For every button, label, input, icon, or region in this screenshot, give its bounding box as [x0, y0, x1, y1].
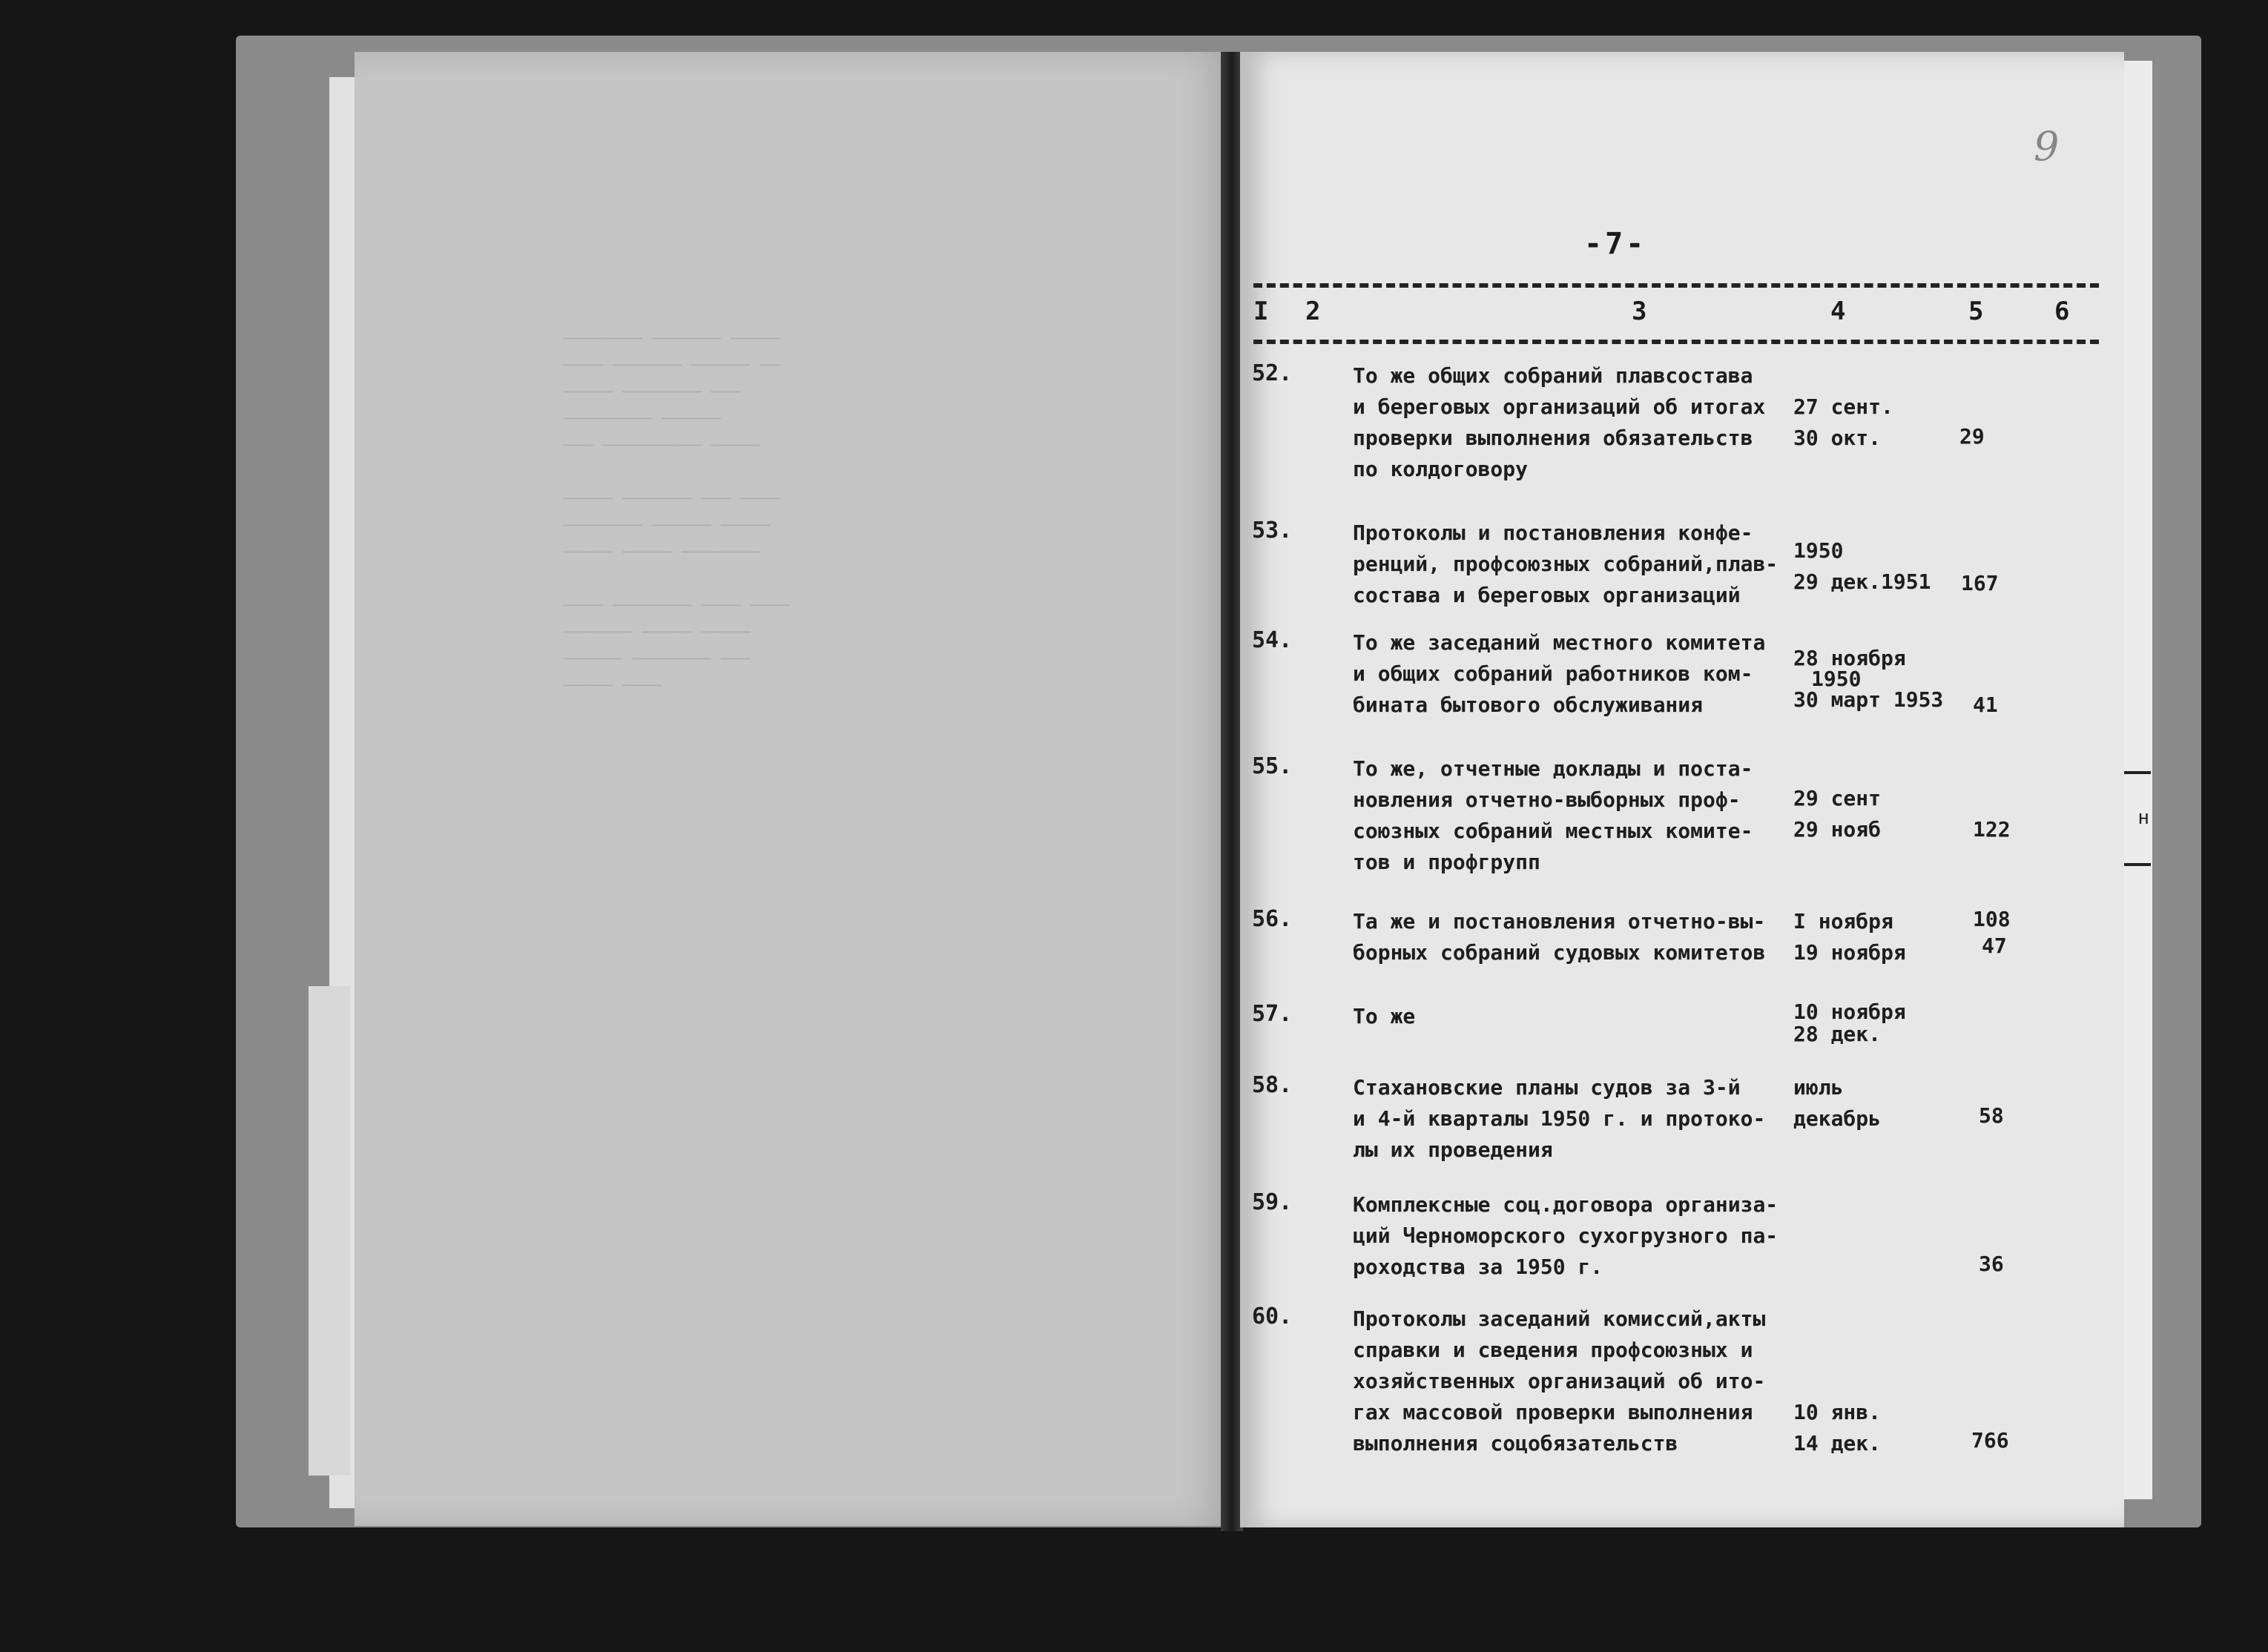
- title-line: То же, отчетные доклады и поста-: [1353, 756, 1753, 781]
- col-header-3: 3: [1632, 297, 1647, 326]
- col-header-1: I: [1253, 297, 1269, 326]
- sheet-count-value: 108: [1973, 907, 2011, 931]
- col-header-4: 4: [1830, 297, 1846, 326]
- date-end: 30 март 1953: [1793, 687, 1944, 712]
- left-page: [355, 52, 1230, 1526]
- entry-dates: [1793, 648, 1957, 710]
- title-line: тов и профгрупп: [1353, 850, 1540, 874]
- title-line: выполнения соцобязательств: [1353, 1431, 1678, 1456]
- header-rule-bottom: [1253, 340, 2099, 344]
- entry-title: [1353, 518, 1798, 611]
- title-line: Протоколы заседаний комиссий,акты: [1353, 1306, 1766, 1331]
- entry-title: [1353, 753, 1798, 878]
- header-rule-top: [1253, 283, 2099, 288]
- date-end: 28 дек.: [1793, 1022, 1882, 1046]
- entry-title: [1353, 1189, 1798, 1283]
- date-end: 19 ноября: [1793, 940, 1906, 965]
- col-header-2: 2: [1305, 297, 1321, 326]
- entry-title: [1353, 1304, 1798, 1459]
- date-start: 28 ноября: [1793, 646, 1906, 670]
- entry-number: 57.: [1252, 1001, 1293, 1027]
- sheet-count: 58: [1979, 1103, 2004, 1128]
- title-line: новления отчетно-выборных проф-: [1353, 787, 1741, 812]
- date-end: 14 дек.: [1793, 1431, 1882, 1456]
- title-line: То же общих собраний плавсостава: [1353, 363, 1753, 388]
- entry-title: [1353, 360, 1798, 485]
- col-header-5: 5: [1968, 297, 1984, 326]
- pencil-folio-number: 9: [2034, 123, 2060, 170]
- side-tab-letter: н: [2137, 807, 2149, 829]
- title-line: и общих собраний работников ком-: [1353, 661, 1753, 686]
- date-start: 1950: [1793, 538, 1844, 563]
- entry-number: 52.: [1252, 360, 1293, 386]
- sheet-count: 36: [1979, 1252, 2004, 1276]
- col-header-6: 6: [2054, 297, 2070, 326]
- date-start: I ноября: [1793, 909, 1893, 934]
- entry-number: 54.: [1252, 627, 1293, 653]
- date-end: 29 нояб: [1793, 817, 1882, 842]
- date-start: 27 сент.: [1793, 394, 1893, 419]
- date-end: декабрь: [1793, 1106, 1882, 1131]
- entry-dates: [1793, 391, 1957, 454]
- title-line: То же заседаний местного комитета: [1353, 630, 1766, 655]
- entry-number: 56.: [1252, 906, 1293, 932]
- date-start: 29 сент: [1793, 786, 1882, 810]
- bleed-through-text: ──────── ─────── ───── ──── ─────── ────── ── ───── ──────── ─── ───────── ────── ─── ────────── ───── ───── ─────── ─── ──── ──────── ────── ───── ───── ───── ──────── ──── ──────── ──── ──── ─────── ───── ───── ────── ──────── ─── ───── ────: [564, 330, 790, 696]
- sheet-count: 766: [1971, 1428, 2009, 1453]
- title-line: борных собраний судовых комитетов: [1353, 940, 1766, 965]
- entry-title: [1353, 906, 1798, 968]
- entry-title: [1353, 1001, 1798, 1032]
- sheet-count-value: 47: [1982, 934, 2007, 958]
- title-line: Стахановские планы судов за 3-й: [1353, 1075, 1741, 1100]
- sheet-count: 122: [1973, 817, 2011, 842]
- title-line: бината бытового обслуживания: [1353, 693, 1704, 717]
- sheet-count: 41: [1973, 693, 1998, 717]
- title-line: ренций, профсоюзных собраний,плав-: [1353, 552, 1779, 576]
- title-line: справки и сведения профсоюзных и: [1353, 1338, 1753, 1362]
- page-number: -7-: [1584, 227, 1647, 261]
- entry-number: 59.: [1252, 1189, 1293, 1215]
- entry-dates: [1793, 1001, 1957, 1045]
- entry-dates: [1793, 535, 1957, 598]
- date-end: 29 дек.1951: [1793, 569, 1931, 594]
- torn-page-edge: [309, 986, 350, 1476]
- title-line: гах массовой проверки выполнения: [1353, 1400, 1753, 1424]
- title-line: То же: [1353, 1004, 1416, 1028]
- title-line: Та же и постановления отчетно-вы-: [1353, 909, 1766, 934]
- entry-number: 55.: [1252, 753, 1293, 779]
- entry-dates: [1793, 783, 1957, 845]
- title-line: ций Черноморского сухогрузного па-: [1353, 1223, 1779, 1248]
- entry-dates: [1793, 906, 1957, 968]
- title-line: по колдоговору: [1353, 457, 1529, 481]
- sheet-count: [1973, 906, 2011, 959]
- sheet-count: 29: [1959, 424, 1985, 449]
- entry-number: 60.: [1252, 1304, 1293, 1329]
- entry-dates: [1793, 1397, 1957, 1459]
- date-start: 10 янв.: [1793, 1400, 1882, 1424]
- entry-number: 53.: [1252, 518, 1293, 543]
- title-line: проверки выполнения обязательств: [1353, 426, 1753, 450]
- entry-dates: [1793, 1072, 1957, 1134]
- title-line: и береговых организаций об итогах: [1353, 394, 1766, 419]
- title-line: состава и береговых организаций: [1353, 583, 1741, 607]
- title-line: лы их проведения: [1353, 1137, 1553, 1162]
- title-line: союзных собраний местных комите-: [1353, 819, 1753, 843]
- entry-title: [1353, 1072, 1798, 1166]
- date-start: июль: [1793, 1075, 1844, 1100]
- side-tab: [2121, 771, 2151, 866]
- title-line: и 4-й кварталы 1950 г. и протоко-: [1353, 1106, 1766, 1131]
- date-year: 1950: [1811, 667, 1862, 691]
- sheet-count: 167: [1961, 571, 1999, 595]
- title-line: Протоколы и постановления конфе-: [1353, 521, 1753, 545]
- entry-title: [1353, 627, 1798, 721]
- title-line: хозяйственных организаций об ито-: [1353, 1369, 1766, 1393]
- date-start: 10 ноября: [1793, 1000, 1906, 1024]
- entry-number: 58.: [1252, 1072, 1293, 1098]
- date-end: 30 окт.: [1793, 426, 1882, 450]
- title-line: Комплексные соц.договора организа-: [1353, 1192, 1779, 1217]
- title-line: роходства за 1950 г.: [1353, 1255, 1603, 1279]
